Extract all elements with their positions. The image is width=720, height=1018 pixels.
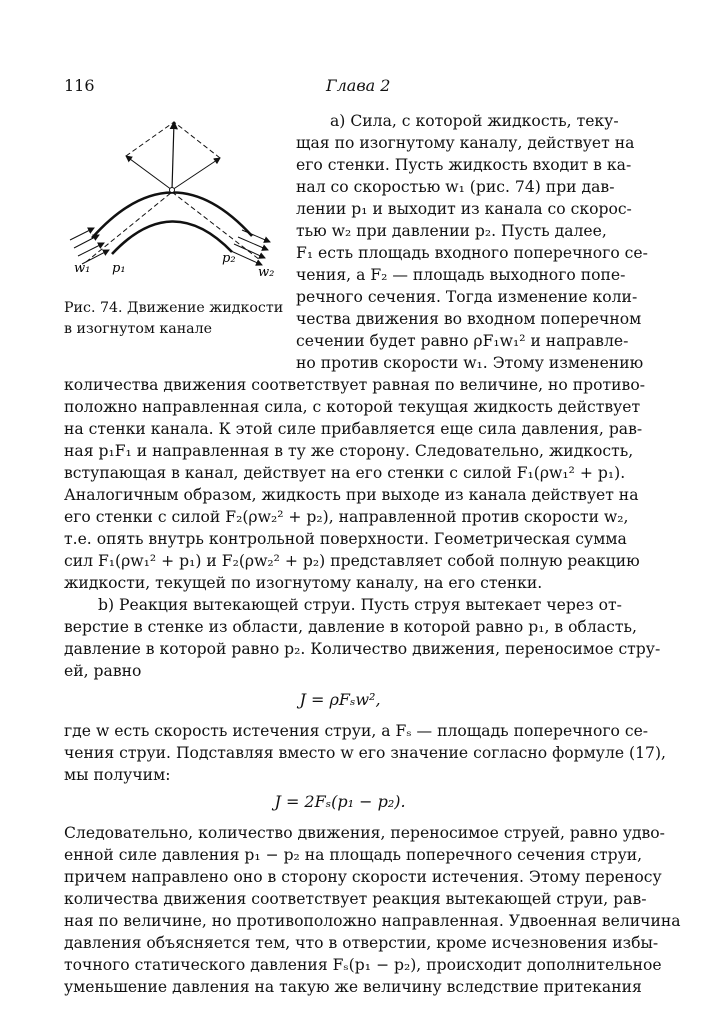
text-line: давление в которой равно p₂. Количество движения, переносимое стру- [64,640,661,658]
text-line: но против скорости w₁. Этому изменению [296,354,644,372]
text-line: верстие в стенке из области, давление в которой равно p₁, в область, [64,618,637,636]
caption-line: Рис. 74. Движение жидкости [64,300,284,316]
formula-momentum: J = ρFₛw², [299,690,381,709]
text-line: енной силе давления p₁ − p₂ на площадь поперечного сечения струи, [64,846,643,864]
chapter-title: Глава 2 [326,76,391,95]
text-line: сил F₁(ρw₁² + p₁) и F₂(ρw₂² + p₂) представляет собой полную реакцию [64,552,640,570]
text-line: точного статического давления Fₛ(p₁ − p₂), происходит дополнительное [64,956,662,974]
text-line: его стенки с силой F₂(ρw₂² + p₂), направленной против скорости w₂, [64,508,629,526]
text-line: чения, а F₂ — площадь выходного попе- [296,266,626,284]
text-line: лении p₁ и выходит из канала со скорос- [296,200,632,218]
text-line: F₁ есть площадь входного поперечного се- [296,244,648,262]
text-line: количества движения соответствует реакция вытекающей струи, рав- [64,890,647,908]
page-header [64,76,616,98]
label-w2: w₂ [258,265,275,280]
text-line: нал со скоростью w₁ (рис. 74) при дав- [296,178,615,196]
text-line: ная p₁F₁ и направленная в ту же сторону. Следовательно, жидкость, [64,442,634,460]
text-line: речного сечения. Тогда изменение коли- [296,288,638,306]
text-line: мы получим: [64,766,171,784]
text-line: чества движения во входном поперечном [296,310,642,328]
channel-outer-wall [92,192,252,238]
caption-line: в изогнутом канале [64,321,213,337]
figure-74-curved-channel [64,112,286,282]
text-line: давления объясняется тем, что в отверстии, кроме исчезновения избы- [64,934,659,952]
formula-reaction: J = 2Fₛ(p₁ − p₂). [274,792,406,811]
text-line: а) Сила, с которой жидкость, теку- [330,112,619,130]
text-line: Аналогичным образом, жидкость при выходе из канала действует на [64,486,639,504]
text-line: где w есть скорость истечения струи, а Fₛ — площадь поперечного се- [64,722,649,740]
text-line: его стенки. Пусть жидкость входит в ка- [296,156,632,174]
text-line: вступающая в канал, действует на его стенки с силой F₁(ρw₁² + p₁). [64,464,626,482]
page-number: 116 [64,76,95,95]
text-line: жидкости, текущей по изогнутому каналу, на его стенки. [64,574,543,592]
text-line: т.е. опять внутрь контрольной поверхности. Геометрическая сумма [64,530,627,548]
text-line: тью w₂ при давлении p₂. Пусть далее, [296,222,607,240]
text-line: чения струи. Подставляя вместо w его значение согласно формуле (17), [64,744,667,762]
label-p2: p₂ [222,251,236,266]
text-line: b) Реакция вытекающей струи. Пусть струя вытекает через от- [98,596,622,614]
text-line: ей, равно [64,662,142,680]
text-line: сечении будет равно ρF₁w₁² и направле- [296,332,629,350]
text-line: Следовательно, количество движения, переносимое струей, равно удво- [64,824,665,842]
label-w1: w₁ [74,261,91,276]
figure-caption [64,298,284,340]
text-line: причем направлено оно в сторону скорости истечения. Этому переносу [64,868,662,886]
text-line: щая по изогнутому каналу, действует на [296,134,635,152]
text-line: количества движения соответствует равная по величине, но противо- [64,376,645,394]
text-line: положно направленная сила, с которой текущая жидкость действует [64,398,641,416]
text-line: на стенки канала. К этой силе прибавляется еще сила давления, рав- [64,420,643,438]
text-line: ная по величине, но противоположно направленная. Удвоенная величина [64,912,681,930]
text-line: уменьшение давления на такую же величину вследствие притекания [64,978,642,996]
label-p1: p₁ [112,261,126,276]
